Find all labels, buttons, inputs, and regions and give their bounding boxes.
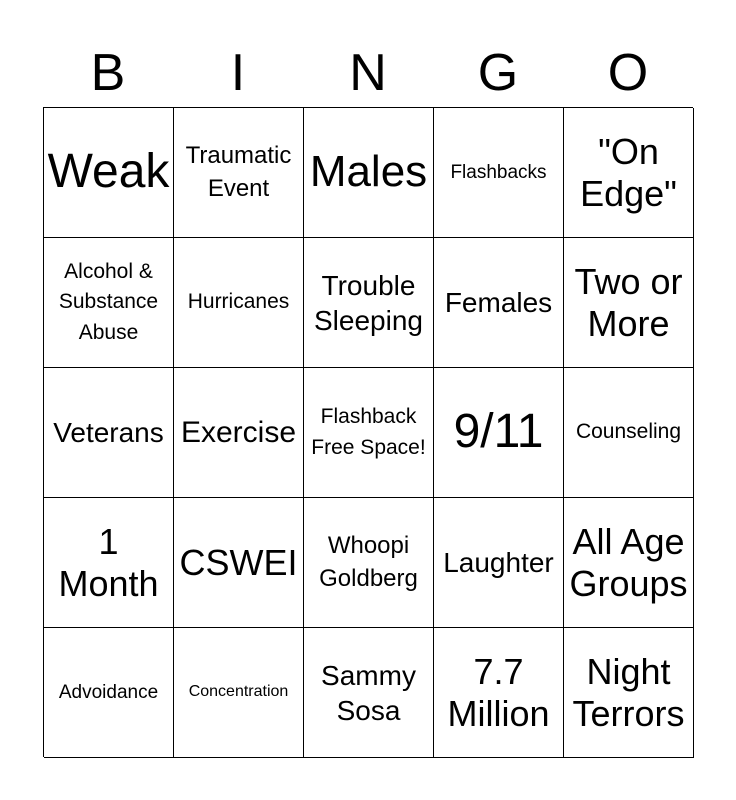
bingo-cell-r4-c2[interactable]	[174, 498, 304, 628]
bingo-cell-text: CSWEI	[179, 541, 298, 583]
bingo-cell-text: Counseling	[575, 420, 682, 444]
bingo-cell-text: Advoidance	[58, 681, 159, 703]
bingo-cell-r5-c2[interactable]	[174, 628, 304, 758]
bingo-cell-text: Males	[309, 147, 428, 197]
bingo-cell-text: Sammy Sosa	[321, 659, 416, 726]
bingo-cell-text: Exercise	[180, 415, 297, 449]
bingo-cell-text: Females	[444, 287, 553, 318]
bingo-cell-text: Traumatic Event	[185, 142, 292, 202]
bingo-cell-r3-c1[interactable]	[44, 368, 174, 498]
bingo-cell-r3-c2[interactable]	[174, 368, 304, 498]
header-letter-i: I	[230, 44, 246, 102]
bingo-cell-text: "On Edge"	[580, 131, 677, 214]
bingo-cell-r5-c3[interactable]	[304, 628, 434, 758]
bingo-cell-r1-c4[interactable]	[434, 108, 564, 238]
bingo-cell-text: Whoopi Goldberg	[319, 532, 418, 592]
bingo-cell-text: Flashbacks	[450, 161, 547, 183]
bingo-cell-text: Two or More	[574, 261, 683, 344]
bingo-cell-text: Weak	[47, 145, 170, 199]
bingo-cell-text: Trouble Sleeping	[314, 269, 423, 336]
bingo-cell-r1-c5[interactable]	[564, 108, 694, 238]
bingo-cell-text: Veterans	[53, 417, 164, 448]
bingo-cell-r4-c4[interactable]	[434, 498, 564, 628]
bingo-cell-r4-c3[interactable]	[304, 498, 434, 628]
header-letter-b: B	[90, 44, 126, 102]
bingo-cell-text: Hurricanes	[187, 290, 290, 314]
bingo-cell-r2-c5[interactable]	[564, 238, 694, 368]
header-letter-g: G	[477, 44, 519, 102]
header-letter-o: O	[607, 44, 649, 102]
bingo-board	[43, 107, 693, 757]
bingo-cell-r2-c4[interactable]	[434, 238, 564, 368]
bingo-cell-r5-c1[interactable]	[44, 628, 174, 758]
bingo-cell-text: Night Terrors	[572, 651, 685, 734]
bingo-header	[43, 40, 693, 106]
bingo-cell-text: Alcohol & Substance Abuse	[58, 259, 159, 344]
bingo-cell-r4-c5[interactable]	[564, 498, 694, 628]
bingo-cell-r1-c1[interactable]	[44, 108, 174, 238]
bingo-cell-text: 1 Month	[58, 521, 159, 604]
bingo-cell-r2-c2[interactable]	[174, 238, 304, 368]
bingo-cell-r1-c3[interactable]	[304, 108, 434, 238]
bingo-cell-text: Flashback Free Space!	[311, 405, 426, 459]
bingo-cell-r5-c4[interactable]	[434, 628, 564, 758]
bingo-cell-r2-c3[interactable]	[304, 238, 434, 368]
bingo-cell-r3-c5[interactable]	[564, 368, 694, 498]
bingo-cell-text: 7.7 Million	[447, 651, 550, 734]
bingo-cell-r3-c3[interactable]	[304, 368, 434, 498]
bingo-cell-text: Concentration	[188, 683, 289, 701]
header-letter-n: N	[349, 44, 387, 102]
bingo-cell-r2-c1[interactable]	[44, 238, 174, 368]
bingo-cell-text: All Age Groups	[569, 521, 688, 604]
bingo-cell-r1-c2[interactable]	[174, 108, 304, 238]
bingo-cell-r3-c4[interactable]	[434, 368, 564, 498]
bingo-cell-text: Laughter	[443, 547, 554, 578]
bingo-cell-r5-c5[interactable]	[564, 628, 694, 758]
bingo-cell-text: 9/11	[453, 405, 544, 459]
bingo-cell-r4-c1[interactable]	[44, 498, 174, 628]
